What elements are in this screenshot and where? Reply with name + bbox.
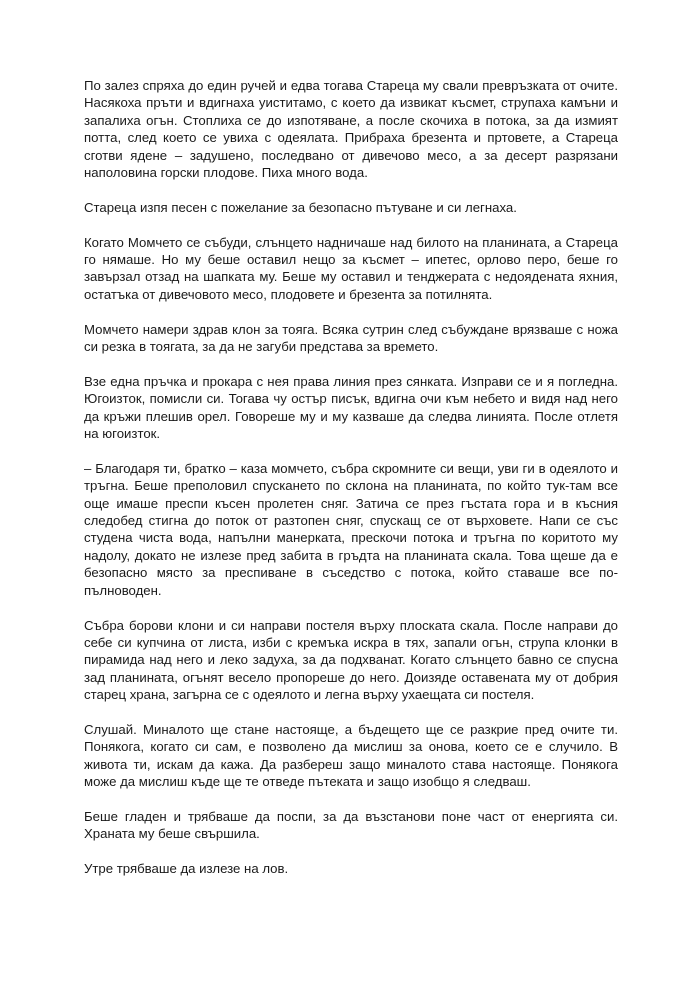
paragraph-3: Когато Момчето се събуди, слънцето надничаше над билото на планината, а Стареца го нямаше. Но му беше оставил нещо за късмет – ипетес, орлово перо, беше го завързал отзад на шапката му. Беше му оставил и тенджерата с недоядената яхния, остатъка от дивечовото месо, плодовете и брезента за потилнята. xyxy=(84,234,618,302)
paragraph-5: Взе една пръчка и прокара с нея права линия през сянката. Изправи се и я погледна. Югоизток, помисли си. Тогава чу остър писък, вдигна очи към небето и видя над него да кръжи плешив орел. Говореше му и му казваше да следва линията. После отлетя на югоизток. xyxy=(84,373,618,442)
paragraph-2: Стареца изпя песен с пожелание за безопасно пътуване и си легнаха. xyxy=(84,199,517,215)
paragraph-10: Утре трябваше да излезе на лов. xyxy=(84,861,289,877)
paragraph-9: Беше гладен и трябваше да поспи, за да възстанови поне част от енергията си. Храната му беше свършила. xyxy=(84,808,618,842)
paragraph-6: – Благодаря ти, братко – каза момчето, събра скромните си вещи, уви ги в одеялото и тръгна. Беше преполовил спускането по склона на планината, по който тук-там все още имаше преспи късен пролетен сняг. Затича се през гъстата гора и в късния следобед стигна до поток от разтопен сняг, спускащ се от върховете. Напи се със студена чиста вода, напълни манерката, прескочи потока и тръгна по коритото му надолу, докато не излезе пред забита в гръдта на планината скала. Това щеше да е безопасно място за преспиване в съседство с потока, който ставаше все по-пълноводен. xyxy=(84,460,618,598)
story-text xyxy=(84,77,618,895)
paragraph-7: Събра борови клони и си направи постеля върху плоската скала. После направи до себе си купчина от листа, изби с кремъка искра в тях, запали огън, струпа клонки в пирамида над него и леко задуха, за да подхванат. Когато слънцето бавно се спусна зад планината, огънят весело пропореше до него. Доизяде оставената му от добрия старец храна, загърна се с одеялото и легна върху ухаещата си постеля. xyxy=(84,617,618,703)
paragraph-4: Момчето намери здрав клон за тояга. Всяка сутрин след събуждане врязваше с ножа си резка в тоягата, за да не загуби представа за времето. xyxy=(84,321,618,355)
paragraph-8: Слушай. Миналото ще стане настояще, а бъдещето ще се разкрие пред очите ти. Понякога, когато си сам, е позволено да мислиш за онова, което се е случило. В живота ти, искам да кажа. Да разбереш защо миналото става настояще. Понякога може да мислиш къде ще те отведе пътеката и защо изобщо я следваш. xyxy=(84,721,618,790)
paragraph-1: По залез спряха до един ручей и едва тогава Стареца му свали превръзката от очите. Насякоха пръти и вдигнаха уиститамо, с което да извикат късмет, струпаха камъни и запалиха огън. Стоплиха се до изпотяване, а после скочиха в потока, за да измият потта, след което се увиха с одеялата. Прибраха брезента и пртовете, а Стареца сготви ядене – задушено, последвано от дивечово месо, а за десерт разрязани наполовина горски плодове. Пиха много вода. xyxy=(84,78,618,181)
